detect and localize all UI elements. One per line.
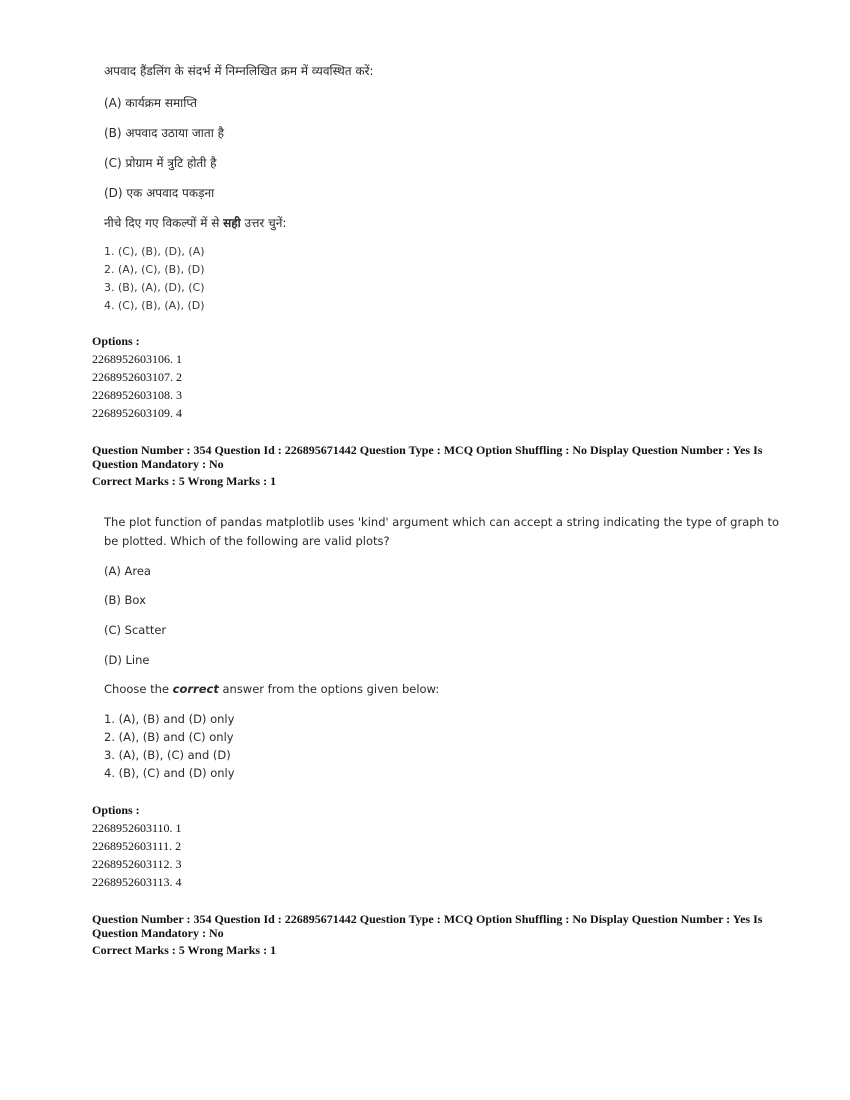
option-row: 2268952603108. 3 <box>92 388 182 402</box>
meta-line-3: Correct Marks : 5 Wrong Marks : 1 <box>92 474 277 488</box>
question-1-item-a: (A) कार्यक्रम समाप्ति <box>104 96 197 110</box>
question-1-prompt: अपवाद हैंडलिंग के संदर्भ में निम्नलिखित क्रम में व्यवस्थित करें: <box>104 64 374 78</box>
options-title: Options : <box>92 803 140 817</box>
question-2-content <box>104 515 780 785</box>
meta-line-2: Question Mandatory : No <box>92 926 224 940</box>
instruction-bold-word: सही <box>223 216 241 230</box>
meta-line-1: Question Number : 354 Question Id : 226895671442 Question Type : MCQ Option Shuffling : No Display Question Number : Yes Is <box>92 912 763 926</box>
instruction-text-after: उत्तर चुनें: <box>240 216 287 230</box>
question-2-choice-3: 3. (A), (B), (C) and (D) <box>104 748 231 762</box>
option-row: 2268952603110. 1 <box>92 821 182 835</box>
question-2-item-b: (B) Box <box>104 593 146 607</box>
question-2-options <box>92 803 182 893</box>
meta-line-1: Question Number : 354 Question Id : 226895671442 Question Type : MCQ Option Shuffling : No Display Question Number : Yes Is <box>92 443 763 457</box>
option-row: 2268952603111. 2 <box>92 839 182 853</box>
question-1-choice-1: 1. (C), (B), (D), (A) <box>104 245 205 258</box>
question-2-prompt-line-1: The plot function of pandas matplotlib uses 'kind' argument which can accept a string indicating the type of graph to <box>104 515 780 529</box>
question-2-item-a: (A) Area <box>104 564 151 578</box>
question-2-item-c: (C) Scatter <box>104 623 167 637</box>
question-1-item-c: (C) प्रोग्राम में त्रुटि होती है <box>104 156 217 170</box>
instruction-text-before: Choose the <box>104 682 173 696</box>
instruction-bold-word: correct <box>172 682 219 696</box>
option-row: 2268952603113. 4 <box>92 875 182 889</box>
question-1-choice-2: 2. (A), (C), (B), (D) <box>104 263 205 276</box>
option-row: 2268952603106. 1 <box>92 352 182 366</box>
option-row: 2268952603112. 3 <box>92 857 182 871</box>
question-2-choice-4: 4. (B), (C) and (D) only <box>104 766 235 780</box>
options-title: Options : <box>92 334 140 348</box>
option-row: 2268952603109. 4 <box>92 406 182 420</box>
question-2-instruction <box>104 682 439 696</box>
question-1-choice-4: 4. (C), (B), (A), (D) <box>104 299 205 312</box>
question-meta-2 <box>92 912 772 957</box>
option-row: 2268952603107. 2 <box>92 370 182 384</box>
question-2-prompt-line-2: be plotted. Which of the following are valid plots? <box>104 534 390 548</box>
question-2-item-d: (D) Line <box>104 653 150 667</box>
question-1-content <box>104 62 744 322</box>
question-1-item-b: (B) अपवाद उठाया जाता है <box>104 126 225 140</box>
instruction-text-after: answer from the options given below: <box>218 682 440 696</box>
question-1-options <box>92 334 182 424</box>
question-2-choice-1: 1. (A), (B) and (D) only <box>104 712 235 726</box>
question-1-instruction <box>104 214 286 231</box>
question-meta-1 <box>92 443 772 488</box>
question-1-item-d: (D) एक अपवाद पकड़ना <box>104 186 215 200</box>
question-2-choice-2: 2. (A), (B) and (C) only <box>104 730 234 744</box>
meta-line-3: Correct Marks : 5 Wrong Marks : 1 <box>92 943 277 957</box>
instruction-text-before: नीचे दिए गए विकल्पों में से <box>104 216 224 230</box>
meta-line-2: Question Mandatory : No <box>92 457 224 471</box>
question-1-choice-3: 3. (B), (A), (D), (C) <box>104 281 205 294</box>
